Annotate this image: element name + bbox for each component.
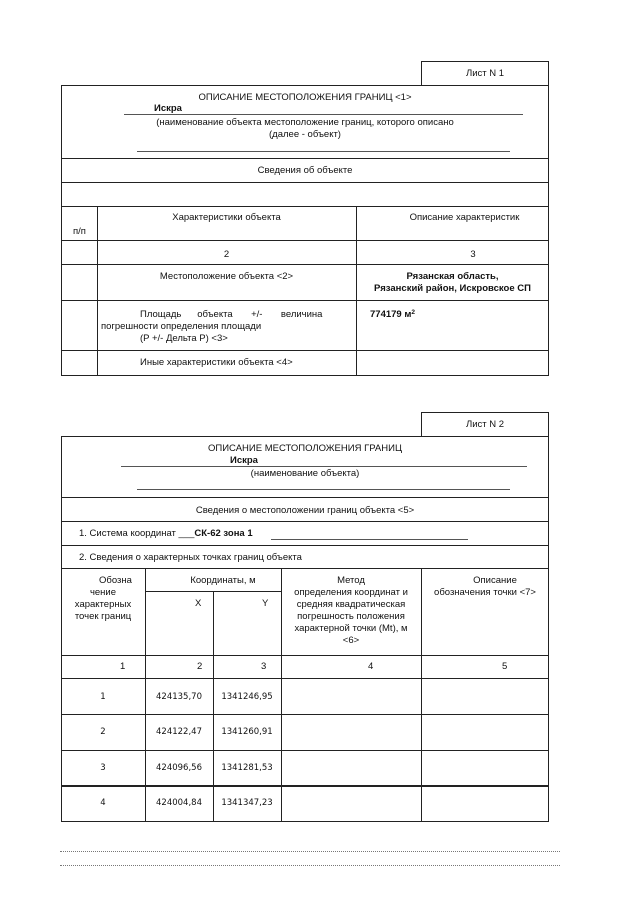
sheet1-object-name: Искра xyxy=(154,103,182,114)
sheet1-area-value: 774179 $м^2$ xyxy=(370,309,415,320)
col-number-1: 1 xyxy=(120,661,126,672)
sheet1-object-note-1: (наименование объекта местоположение границ, которого описано xyxy=(156,117,454,128)
point-y: 1341281,53 xyxy=(221,763,273,773)
point-id: 2 xyxy=(100,727,106,737)
sheet1-label: Лист N 1 xyxy=(465,68,505,79)
point-id: 1 xyxy=(100,692,106,702)
header-designation-1: Обозна xyxy=(99,575,132,586)
header-x: X xyxy=(195,598,202,609)
sheet1-location-value-1: Рязанская область, xyxy=(406,271,499,282)
sheet1-other-label: Иные характеристики объекта <4> xyxy=(140,357,293,368)
header-coordinates: Координаты, м xyxy=(190,575,256,586)
header-description-2: обозначения точки <7> xyxy=(434,587,536,598)
sheet1-object-note-2: (далее - объект) xyxy=(269,129,341,140)
sheet1-section-title: Сведения об объекте xyxy=(257,165,353,176)
sheet2-section-title: Сведения о местоположении границ объекта <5> xyxy=(195,505,415,516)
sheet2-points-title: 2. Сведения о характерных точках границ объекта xyxy=(79,552,302,563)
header-description-1: Описание xyxy=(473,575,517,586)
point-y: 1341246,95 xyxy=(221,692,273,702)
sheet2-coord-system: 1. Система координат ___СК-62 зона 1 xyxy=(79,528,253,539)
sheet1-col-char-header: Характеристики объекта xyxy=(172,212,281,223)
header-method-6: <6> xyxy=(342,635,360,646)
sheet1-location-label: Местоположение объекта <2> xyxy=(159,271,294,282)
point-y: 1341260,91 xyxy=(221,727,273,737)
sheet1-col-num-header: п/п xyxy=(73,226,86,237)
point-y: 1341347,23 xyxy=(221,798,273,808)
sheet1-area-label-1: Площадь объекта +/- величина xyxy=(140,309,323,320)
header-method-3: средняя квадратическая xyxy=(296,599,406,610)
sheet1-heading: ОПИСАНИЕ МЕСТОПОЛОЖЕНИЯ ГРАНИЦ <1> xyxy=(198,92,412,103)
header-method-5: характерной точки (Mt), м xyxy=(294,623,408,634)
sheet1-col-number: 3 xyxy=(470,249,476,260)
header-designation-3: характерных xyxy=(74,599,132,610)
sheet2-object-note: (наименование объекта) xyxy=(250,468,360,479)
header-method-1: Метод xyxy=(337,575,365,586)
sheet1-col-desc-header: Описание характеристик xyxy=(409,212,520,223)
dotted-separator xyxy=(60,865,560,866)
header-designation-4: точек границ xyxy=(74,611,132,622)
sheet1-area-label-2: погрешности определения площади xyxy=(101,321,262,332)
col-number-4: 4 xyxy=(368,661,374,672)
point-id: 4 xyxy=(100,798,106,808)
point-x: 424135,70 xyxy=(156,692,202,702)
dotted-separator xyxy=(60,851,560,852)
sheet1-col-number: 2 xyxy=(223,249,230,260)
point-x: 424096,56 xyxy=(156,763,202,773)
sheet2-heading: ОПИСАНИЕ МЕСТОПОЛОЖЕНИЯ ГРАНИЦ xyxy=(208,443,402,454)
header-y: Y xyxy=(262,598,269,609)
sheet2-label: Лист N 2 xyxy=(465,419,505,430)
sheet1-location-value-2: Рязанский район, Искровское СП xyxy=(374,283,531,294)
header-method-2: определения координат и xyxy=(294,587,408,598)
col-number-2: 2 xyxy=(197,661,203,672)
sheet1-area-label-3: (P +/- Дельта P) <3> xyxy=(140,333,228,344)
header-designation-2: чение xyxy=(89,587,117,598)
point-id: 3 xyxy=(100,763,106,773)
col-number-3: 3 xyxy=(261,661,267,672)
point-x: 424004,84 xyxy=(156,798,202,808)
sheet2-object-name: Искра xyxy=(230,455,258,466)
point-x: 424122,47 xyxy=(156,727,202,737)
header-method-4: погрешность положения xyxy=(297,611,405,622)
col-number-5: 5 xyxy=(502,661,508,672)
